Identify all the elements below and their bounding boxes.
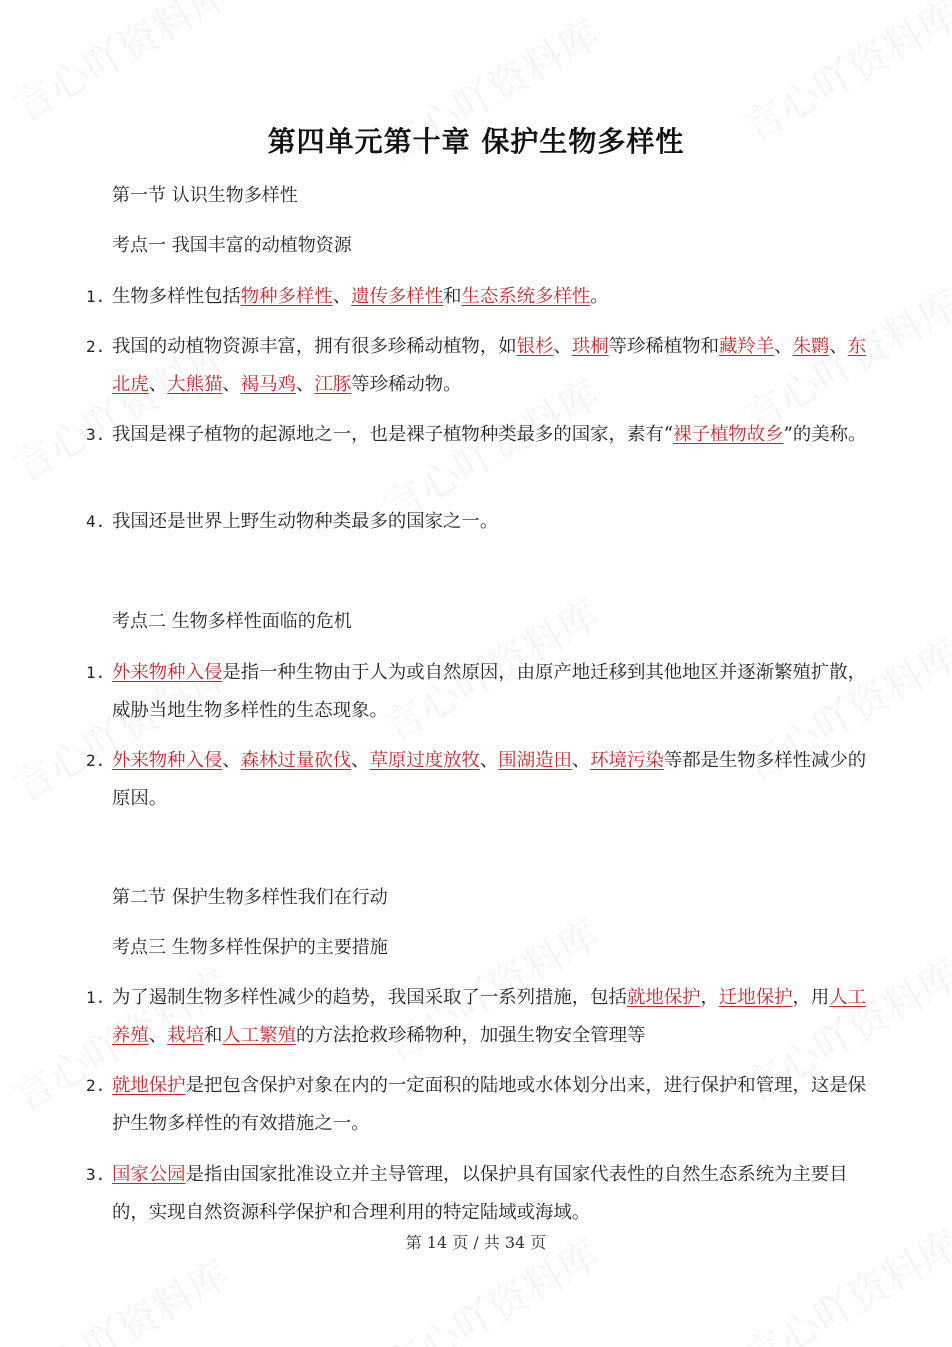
text-segment: 、 <box>332 286 352 307</box>
text-segment: 、 <box>553 336 572 357</box>
section-heading: 第一节 认识生物多样性 <box>112 185 298 206</box>
text-segment: 是把包含保护对象在内的一定面积的陆地或水体划分出来，进行保护和管理，这是保护生物多样性的有效措施之一。 <box>112 1075 867 1134</box>
item-number: 2. <box>86 751 106 770</box>
key-term: 朱鹮 <box>792 336 830 357</box>
key-term: 遗传多样性 <box>351 286 444 307</box>
text-segment: 我国的动植物资源丰富，拥有很多珍稀动植物，如 <box>112 336 517 357</box>
text-segment: ，用 <box>792 987 830 1008</box>
key-term: 褐马鸡 <box>240 374 296 395</box>
text-segment: 是指一种生物由于人为或自然原因，由原产地迁移到其他地区并逐渐繁殖扩散，威胁当地生物多样性的生态现象。 <box>112 662 867 721</box>
key-term: 人工繁殖 <box>222 1025 296 1046</box>
key-term: 就地保护 <box>112 1075 186 1096</box>
text-segment: ”的美称。 <box>783 424 867 445</box>
key-term: 江豚 <box>314 374 352 395</box>
text-segment: 、 <box>148 374 168 395</box>
text-segment: 、 <box>222 750 241 771</box>
key-term: 草原过度放牧 <box>369 750 480 771</box>
key-term: 物种多样性 <box>240 286 333 307</box>
text-segment: 等珍稀动物。 <box>351 374 462 395</box>
list-item <box>86 742 868 818</box>
key-term: 银杉 <box>516 336 554 357</box>
text-segment: 、 <box>829 336 848 357</box>
watermark-text <box>2 0 238 133</box>
key-term: 珙桐 <box>571 336 609 357</box>
list-item <box>86 416 868 454</box>
list-item <box>86 654 868 730</box>
key-term: 国家公园 <box>112 1164 186 1185</box>
item-number: 2. <box>86 337 106 356</box>
text-segment: 、 <box>571 750 591 771</box>
key-term: 藏羚羊 <box>718 336 775 357</box>
key-term: 迁地保护 <box>718 987 793 1008</box>
text-segment: 我国还是世界上野生动物种类最多的国家之一。 <box>112 511 499 532</box>
key-term: 围湖造田 <box>498 750 572 771</box>
key-term: 人工养殖 <box>112 987 867 1046</box>
chapter-title: 第四单元第十章 保护生物多样性 <box>267 125 685 158</box>
text-segment: 。 <box>590 286 609 307</box>
text-segment: ， <box>700 987 719 1008</box>
text-segment: 生物多样性包括 <box>112 286 241 307</box>
page-footer: 第 14 页 / 共 34 页 <box>405 1233 547 1252</box>
key-term: 栽培 <box>167 1025 204 1046</box>
text-segment: 的方法抢救珍稀物种，加强生物安全管理等 <box>295 1025 646 1046</box>
item-number: 4. <box>86 512 106 531</box>
key-term: 东北虎 <box>112 336 867 395</box>
text-segment: 等珍稀植物和 <box>608 336 719 357</box>
key-term: 环境污染 <box>590 750 664 771</box>
key-term: 外来物种入侵 <box>112 662 223 683</box>
text-segment: 、 <box>774 336 793 357</box>
text-segment: 为了遏制生物多样性减少的趋势，我国采取了一系列措施，包括 <box>112 987 627 1008</box>
text-segment: 等都是生物多样性减少的原因。 <box>112 750 867 809</box>
key-term: 生态系统多样性 <box>461 286 591 307</box>
text-segment: 我国是裸子植物的起源地之一，也是裸子植物种类最多的国家，素有“ <box>112 424 674 445</box>
section-heading: 考点三 生物多样性保护的主要措施 <box>112 937 388 958</box>
key-term: 森林过量砍伐 <box>240 750 352 771</box>
item-number: 1. <box>86 287 106 306</box>
item-number: 3. <box>86 425 106 444</box>
item-number: 2. <box>86 1076 106 1095</box>
list-item <box>86 503 868 541</box>
item-number: 3. <box>86 1165 106 1184</box>
key-term: 外来物种入侵 <box>112 750 223 771</box>
text-segment: 、 <box>148 1025 168 1046</box>
key-term: 就地保护 <box>626 987 701 1008</box>
section-heading: 考点一 我国丰富的动植物资源 <box>112 235 352 256</box>
watermark-text <box>2 1244 238 1347</box>
section-heading: 第二节 保护生物多样性我们在行动 <box>112 887 388 908</box>
text-segment: 、 <box>479 750 499 771</box>
text-segment: 是指由国家批准设立并主导管理，以保护具有国家代表性的自然生态系统为主要目的，实现自然资源科学保护和合理利用的特定陆域或海域。 <box>112 1164 848 1223</box>
item-number: 1. <box>86 988 106 1007</box>
section-heading: 考点二 生物多样性面临的危机 <box>112 611 352 632</box>
list-item <box>86 278 868 316</box>
list-item <box>86 979 868 1055</box>
list-item <box>86 1067 868 1143</box>
text-segment: 和 <box>443 286 462 307</box>
list-item <box>86 1156 868 1232</box>
key-term: 大熊猫 <box>167 374 223 395</box>
text-segment: 、 <box>222 374 241 395</box>
text-segment: 、 <box>351 750 370 771</box>
list-item <box>86 328 868 404</box>
item-number: 1. <box>86 663 106 682</box>
text-segment: 和 <box>204 1025 223 1046</box>
text-segment: 、 <box>295 374 315 395</box>
key-term: 裸子植物故乡 <box>673 424 784 445</box>
